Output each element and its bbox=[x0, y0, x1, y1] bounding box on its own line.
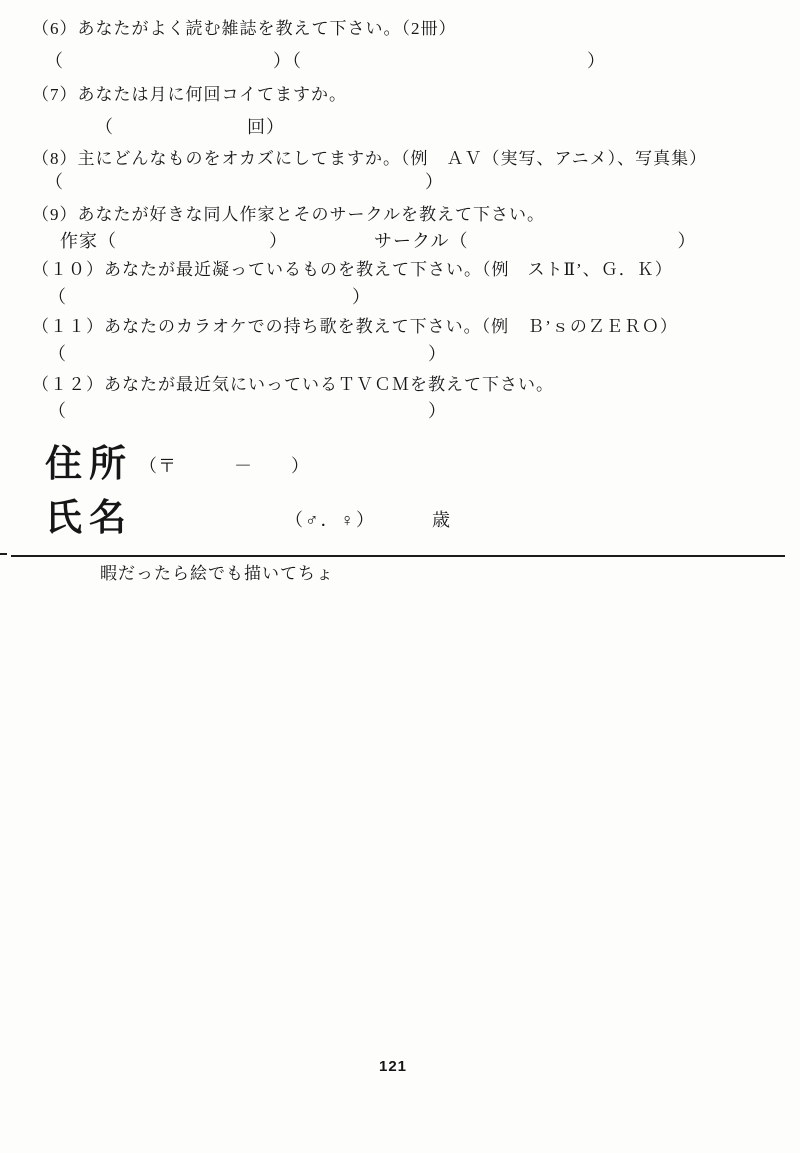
question-11-answer-blank: （ ） bbox=[48, 344, 447, 364]
question-8-text: （8）主にどんなものをオカズにしてますか。（例 ＡＶ（実写、アニメ）、写真集） bbox=[32, 149, 708, 168]
question-12-answer-blank: （ ） bbox=[48, 401, 447, 421]
address-field bbox=[45, 446, 310, 483]
age-label: 歳 bbox=[432, 509, 450, 530]
address-label: 住所 bbox=[45, 444, 133, 485]
divider-dash bbox=[0, 553, 7, 555]
address-postal-blank: （〒 － ） bbox=[139, 455, 310, 476]
question-6-text: （6）あなたがよく読む雑誌を教えて下さい。（2冊） bbox=[32, 19, 457, 38]
question-12-text: （１２）あなたが最近気にいっているＴＶＣＭを教えて下さい。 bbox=[32, 375, 554, 394]
question-10-text: （１０）あなたが最近凝っているものを教えて下さい。（例 ストⅡ’、Ｇ．Ｋ） bbox=[32, 260, 673, 279]
divider-line bbox=[11, 555, 785, 557]
name-field bbox=[45, 500, 450, 537]
question-11-text: （１１）あなたのカラオケでの持ち歌を教えて下さい。（例 Ｂ’ｓのＺＥＲＯ） bbox=[32, 317, 678, 336]
question-9-answer-blank: 作家（ ） サークル（ ） bbox=[60, 231, 697, 251]
question-9-text: （9）あなたが好きな同人作家とそのサークルを教えて下さい。 bbox=[32, 205, 545, 224]
question-10-answer-blank: （ ） bbox=[48, 287, 371, 307]
question-7-answer-blank: （ 回） bbox=[95, 117, 285, 137]
question-8-answer-blank: （ ） bbox=[45, 172, 444, 192]
gender-mark: （♂．♀） bbox=[285, 509, 376, 530]
footer-note: 暇だったら絵でも描いてちょ bbox=[100, 564, 334, 583]
page-number: 121 bbox=[378, 1058, 408, 1075]
question-6-answer-blank: （ ）（ ） bbox=[45, 51, 606, 71]
name-label: 氏名 bbox=[45, 498, 133, 539]
question-7-text: （7）あなたは月に何回コイてますか。 bbox=[32, 85, 347, 104]
